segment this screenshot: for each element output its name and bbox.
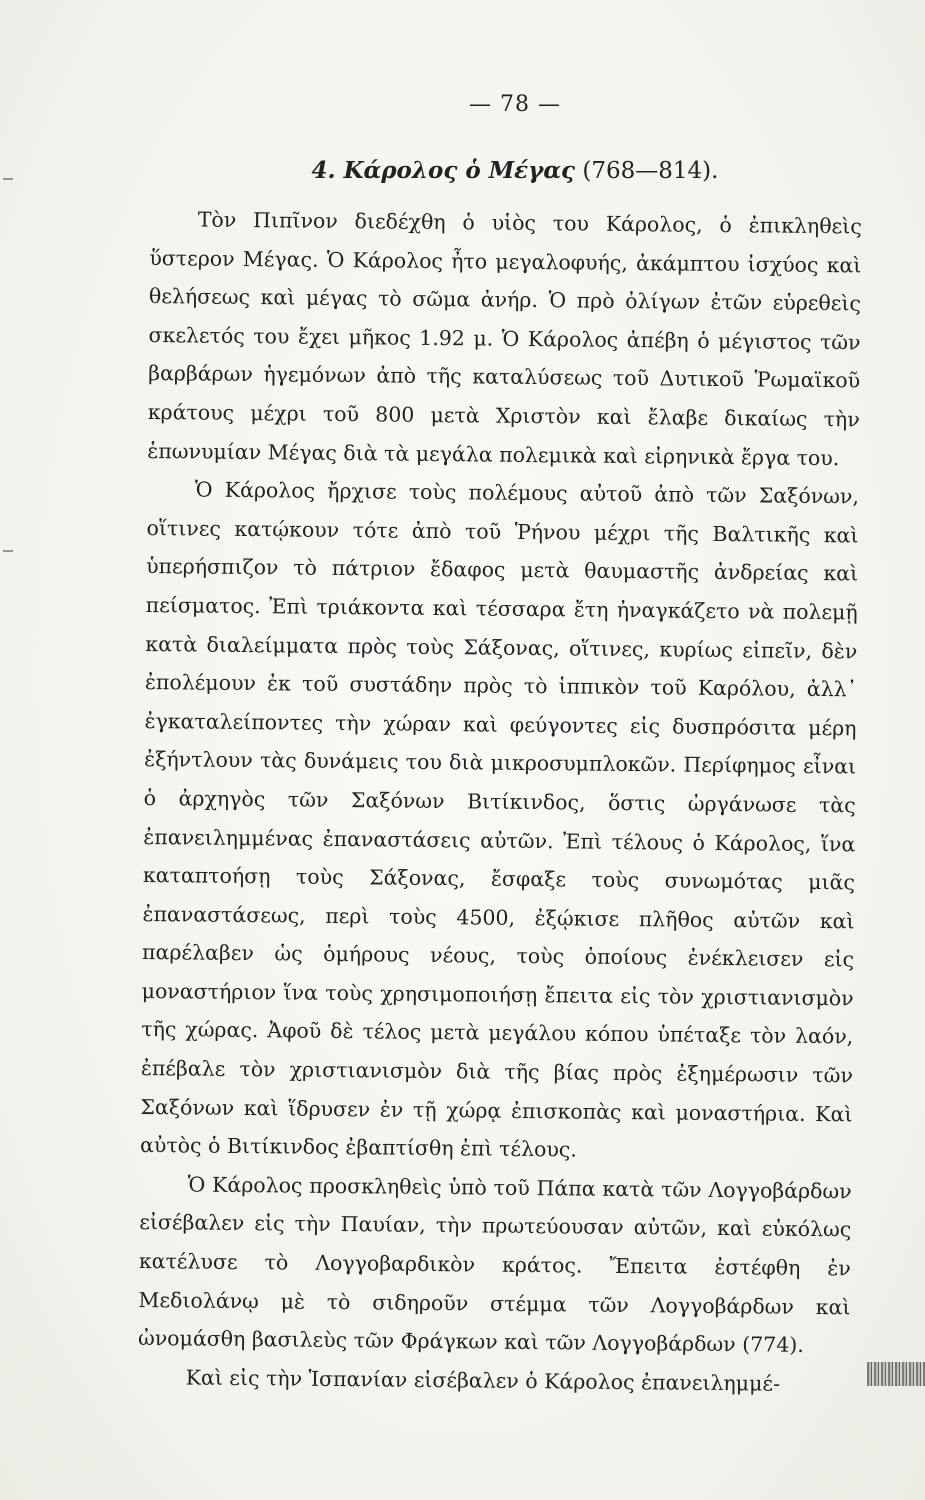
section-title [0,157,925,184]
body-text [137,200,861,1404]
paragraph: Ὁ Κάρολος προσκληθεὶς ὑπὸ τοῦ Πάπα κατὰ τῶν Λογγοβάρδων εἰσέβαλεν εἰς τὴν Παυίαν, τὴν πρωτεύουσαν αὐτῶν, καὶ εὐκόλως κατέλυσε τὸ Λογγοβαρδικὸν κράτος. Ἔπειτα ἐστέφθη ἐν Μεδιολάνῳ μὲ τὸ σιδηροῦν στέμμα τῶν Λογγοβάρδων καὶ ὠνομάσθη βασιλεὺς τῶν Φράγκων καὶ τῶν Λογγοβάρδων (774). [137,1172,852,1358]
paragraph: Τὸν Πιπῖνον διεδέχθη ὁ υἱὸς του Κάρολος, ὁ ἐπικληθεὶς ὕστερον Μέγας. Ὁ Κάρολος ἦτο μεγαλοφυής, ἀκάμπτου ἰσχύος καὶ θελήσεως καὶ μέγας τὸ σῶμα ἀνήρ. Ὁ πρὸ ὀλίγων ἐτῶν εὑρεθεὶς σκελετός του ἔχει μῆκος 1.92 μ. Ὁ Κάρολος ἀπέβη ὁ μέγιστος τῶν βαρβάρων ἡγεμόνων ἀπὸ τῆς καταλύσεως τοῦ Δυτικοῦ Ῥωμαϊκοῦ κράτους μέχρι τοῦ 800 μετὰ Χριστὸν καὶ ἔλαβε δικαίως τὴν ἐπωνυμίαν Μέγας διὰ τὰ μεγάλα πολεμικὰ καὶ εἰρηνικὰ ἔργα του. [147,207,862,470]
section-title-dates: (768—814). [575,158,719,184]
paragraph: Ὁ Κάρολος ἤρχισε τοὺς πολέμους αὐτοῦ ἀπὸ τῶν Σαξόνων, οἵτινες κατῴκουν τότε ἀπὸ τοῦ Ῥήνου μέχρι τῆς Βαλτικῆς καὶ ὑπερήσπιζον τὸ πάτριον ἔδαφος μετὰ θαυμαστῆς ἀνδρείας καὶ πείσματος. Ἐπὶ τριάκοντα καὶ τέσσαρα ἔτη ἠναγκάζετο νὰ πολεμῇ κατὰ διαλείμματα πρὸς τοὺς Σάξονας, οἵτινες, κυρίως εἰπεῖν, δὲν ἐπολέμουν ἐκ τοῦ συστάδην πρὸς τὸ ἱππικὸν τοῦ Καρόλου, ἀλλ᾽ ἐγκαταλείποντες τὴν χώραν καὶ φεύγοντες εἰς δυσπρόσιτα μέρη ἐξήντλουν τὰς δυνάμεις του διὰ μικροσυμπλοκῶν. Περίφημος εἶναι ὁ ἀρχηγὸς τῶν Σαξόνων Βιτίκινδος, ὅστις ὠργάνωσε τὰς ἐπανειλημμένας ἐπαναστάσεις αὐτῶν. Ἐπὶ τέλους ὁ Κάρολος, ἵνα καταπτοήσῃ τοὺς Σάξονας, ἔσφαξε τοὺς συνωμότας μιᾶς ἐπαναστάσεως, περὶ τοὺς 4500, ἐξῴκισε πλῆθος αὐτῶν καὶ παρέλαβεν ὡς ὁμήρους νέους, τοὺς ὁποίους ἐνέκλεισεν εἰς μοναστήριον ἵνα τοὺς χρησιμοποιήσῃ ἔπειτα εἰς τὸν χριστιανισμὸν τῆς χώρας. Ἀφοῦ δὲ τέλος μετὰ μεγάλου κόπου ὑπέταξε τὸν λαόν, ἐπέβαλε τὸν χριστιανισμὸν διὰ τῆς βίας πρὸς ἐξημέρωσιν τῶν Σαξόνων καὶ ἵδρυσεν ἐν τῇ χώρᾳ ἐπισκοπὰς καὶ μοναστήρια. Καὶ αὐτὸς ὁ Βιτίκινδος ἐβαπτίσθη ἐπὶ τέλους. [139,477,860,1162]
page-number: — 78 — [469,92,561,117]
margin-mark [3,550,13,552]
scan-edge-mark [867,1362,925,1386]
paragraph: Καὶ εἰς τὴν Ἱσπανίαν εἰσέβαλεν ὁ Κάρολος ἐπανειλημμέ- [185,1365,781,1396]
section-title-name: 4. Κάρολος ὁ Μέγας [311,157,576,184]
